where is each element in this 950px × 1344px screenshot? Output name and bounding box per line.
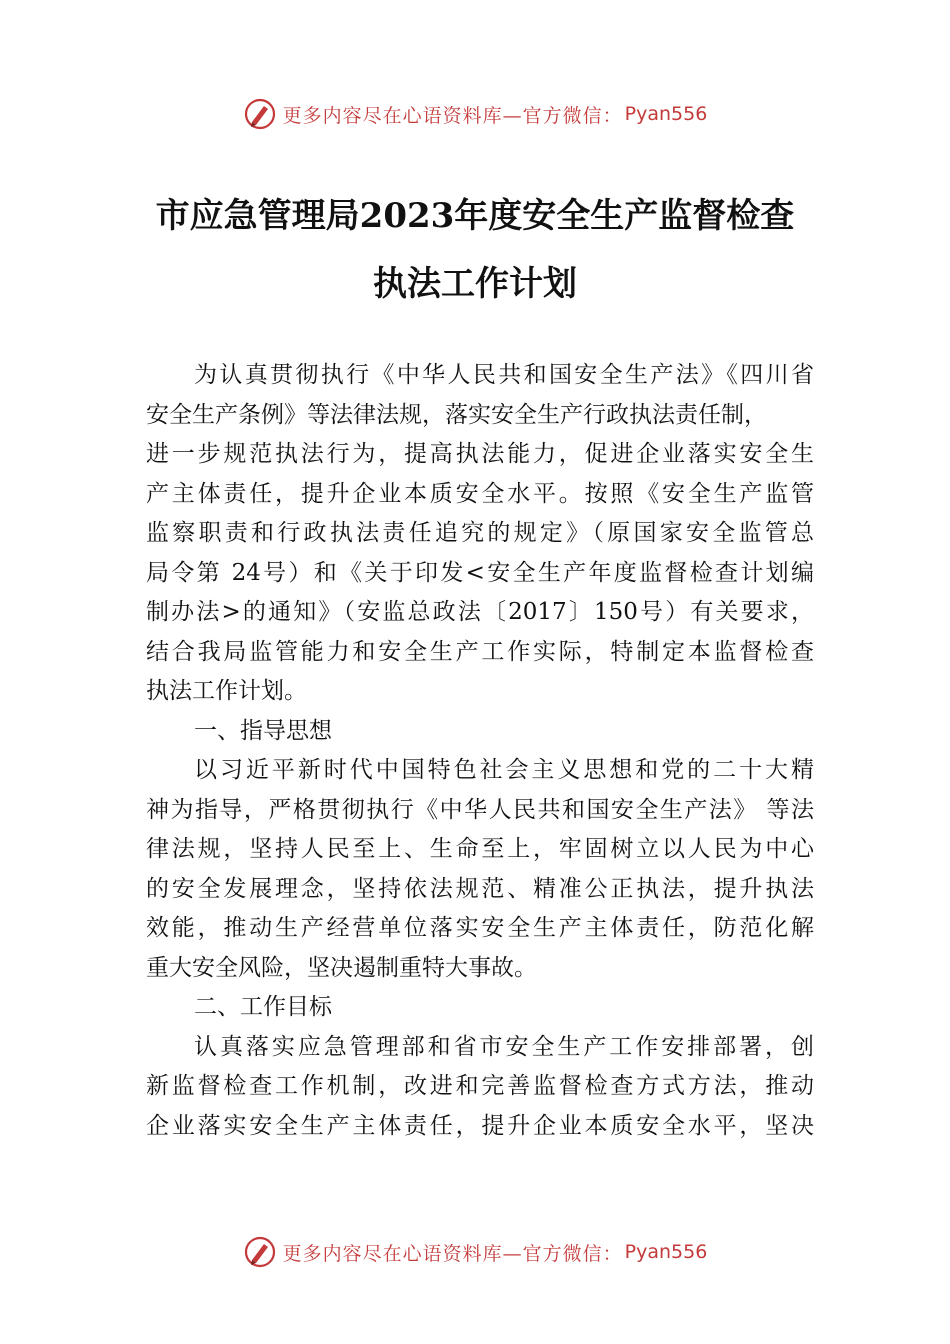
body-text-line: 神为指导，严格贯彻执行《中华人民共和国安全生产法》 等法 — [146, 796, 814, 823]
body-text-line: 以习近平新时代中国特色社会主义思想和党的二十大精 — [194, 757, 814, 783]
section-heading: 一、指导思想 — [194, 717, 332, 744]
body-text-line: 为认真贯彻执行《中华人民共和国安全生产法》《四川省 — [194, 362, 814, 388]
body-text-line: 制办法>的通知》（安监总政法〔2017〕150号）有关要求， — [146, 599, 814, 625]
watermark-header — [0, 94, 950, 134]
body-text-line: 进一步规范执法行为，提高执法能力，促进企业落实安全生 — [146, 441, 814, 467]
pen-circle-logo-icon — [243, 97, 277, 131]
watermark-wechat-id: Pyan556 — [624, 1241, 708, 1263]
body-text-line: 律法规，坚持人民至上、生命至上，牢固树立以人民为中心 — [146, 836, 814, 862]
body-text-line: 安全生产条例》等法律法规，落实安全生产行政执法责任制， — [146, 401, 767, 428]
body-text-line: 产主体责任，提升企业本质安全水平。按照《安全生产监管 — [146, 480, 814, 507]
body-text-line: 监察职责和行政执法责任追究的规定》（原国家安全监管总 — [146, 520, 814, 546]
section-heading: 二、工作目标 — [194, 994, 332, 1020]
body-text-line: 企业落实安全生产主体责任，提升企业本质安全水平，坚决 — [146, 1112, 814, 1139]
watermark-text: 更多内容尽在心语资料库—官方微信： — [282, 1242, 623, 1265]
watermark-wechat-id: Pyan556 — [624, 103, 708, 125]
document-body — [146, 356, 814, 1146]
pen-circle-logo-icon — [243, 1235, 277, 1269]
body-text-line: 结合我局监管能力和安全生产工作实际，特制定本监督检查 — [146, 638, 814, 665]
watermark-footer — [0, 1232, 950, 1272]
document-title-line-2: 执法工作计划 — [373, 264, 577, 304]
document-title-line-1: 市应急管理局2023年度安全生产监督检查 — [155, 196, 795, 236]
body-text-line: 认真落实应急管理部和省市安全生产工作安排部署，创 — [194, 1033, 814, 1060]
body-text-line: 效能，推动生产经营单位落实安全生产主体责任，防范化解 — [146, 915, 814, 941]
body-text-line: 重大安全风险，坚决遏制重特大事故。 — [146, 954, 537, 981]
watermark-text: 更多内容尽在心语资料库—官方微信： — [282, 104, 623, 127]
body-text-line: 局令第 24号）和《关于印发<安全生产年度监督检查计划编 — [146, 559, 814, 586]
body-text-line: 新监督检查工作机制，改进和完善监督检查方式方法，推动 — [146, 1073, 814, 1099]
body-text-line: 的安全发展理念，坚持依法规范、精准公正执法，提升执法 — [146, 875, 814, 902]
body-text-line: 执法工作计划。 — [146, 678, 307, 704]
